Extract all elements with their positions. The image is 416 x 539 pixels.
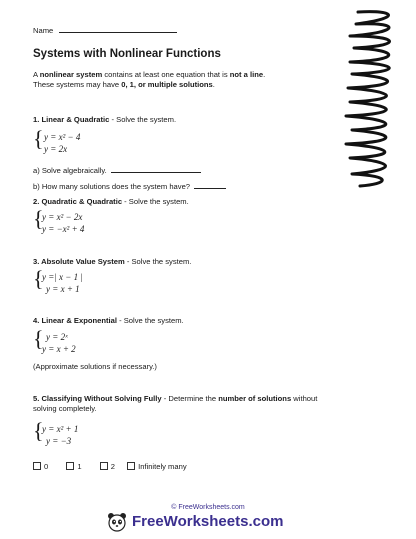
problem-2-equation-2: y = −x² + 4 <box>42 224 85 234</box>
problem-2-heading: 2. Quadratic & Quadratic - Solve the system. <box>33 197 189 206</box>
page-title: Systems with Nonlinear Functions <box>33 48 221 60</box>
brace: { <box>33 126 44 151</box>
problem-3-equation-1: y =| x − 1 | <box>42 272 83 282</box>
problem-2-equation-1: y = x² − 2x <box>42 212 83 222</box>
checkbox[interactable] <box>100 462 108 470</box>
option-2[interactable]: 2 <box>100 462 115 471</box>
problem-1-part-a: a) Solve algebraically. <box>33 164 201 176</box>
option-0[interactable]: 0 <box>33 462 48 471</box>
problem-1-equation-2: y = 2x <box>44 144 68 154</box>
problem-4-equation-1: y = 2ˣ <box>46 332 68 342</box>
answer-line <box>194 180 226 189</box>
problem-4-equation-2: y = x + 2 <box>42 344 76 354</box>
name-line <box>59 24 177 33</box>
footer-brand: FreeWorksheets.com <box>132 513 284 530</box>
footer-copyright: © FreeWorksheets.com <box>171 504 245 511</box>
checkbox[interactable] <box>127 462 135 470</box>
problem-5-heading: 5. Classifying Without Solving Fully - Determine the number of solutions without solving completely. <box>33 394 318 413</box>
decorative-scribble <box>336 8 416 190</box>
name-field <box>33 24 177 36</box>
brace: { <box>33 418 44 443</box>
problem-3-heading: 3. Absolute Value System - Solve the system. <box>33 257 192 266</box>
brace: { <box>33 206 44 231</box>
problem-4-note: (Approximate solutions if necessary.) <box>33 362 157 371</box>
problem-5-equation-2: y = −3 <box>46 436 72 446</box>
answer-line <box>111 164 201 173</box>
problem-1-part-b: b) How many solutions does the system have? <box>33 180 226 192</box>
brace: { <box>33 326 44 351</box>
intro-paragraph: A nonlinear system contains at least one equation that is not a line. These systems may have 0, 1, or multiple solutions. <box>33 70 266 89</box>
problem-1-heading: 1. Linear & Quadratic - Solve the system. <box>33 115 177 124</box>
problem-5-equation-1: y = x² + 1 <box>42 424 79 434</box>
problem-3-equation-2: y = x + 1 <box>46 284 80 294</box>
answer-options <box>33 462 187 472</box>
checkbox[interactable] <box>33 462 41 470</box>
problem-4-heading: 4. Linear & Exponential - Solve the system. <box>33 316 184 325</box>
panda-logo-icon <box>107 512 127 532</box>
name-label: Name <box>33 26 54 35</box>
problem-1-equation-1: y = x² − 4 <box>44 132 81 142</box>
option-infinitely-many[interactable]: Infinitely many <box>127 462 187 471</box>
brace: { <box>33 266 44 291</box>
option-1[interactable]: 1 <box>66 462 81 471</box>
checkbox[interactable] <box>66 462 74 470</box>
